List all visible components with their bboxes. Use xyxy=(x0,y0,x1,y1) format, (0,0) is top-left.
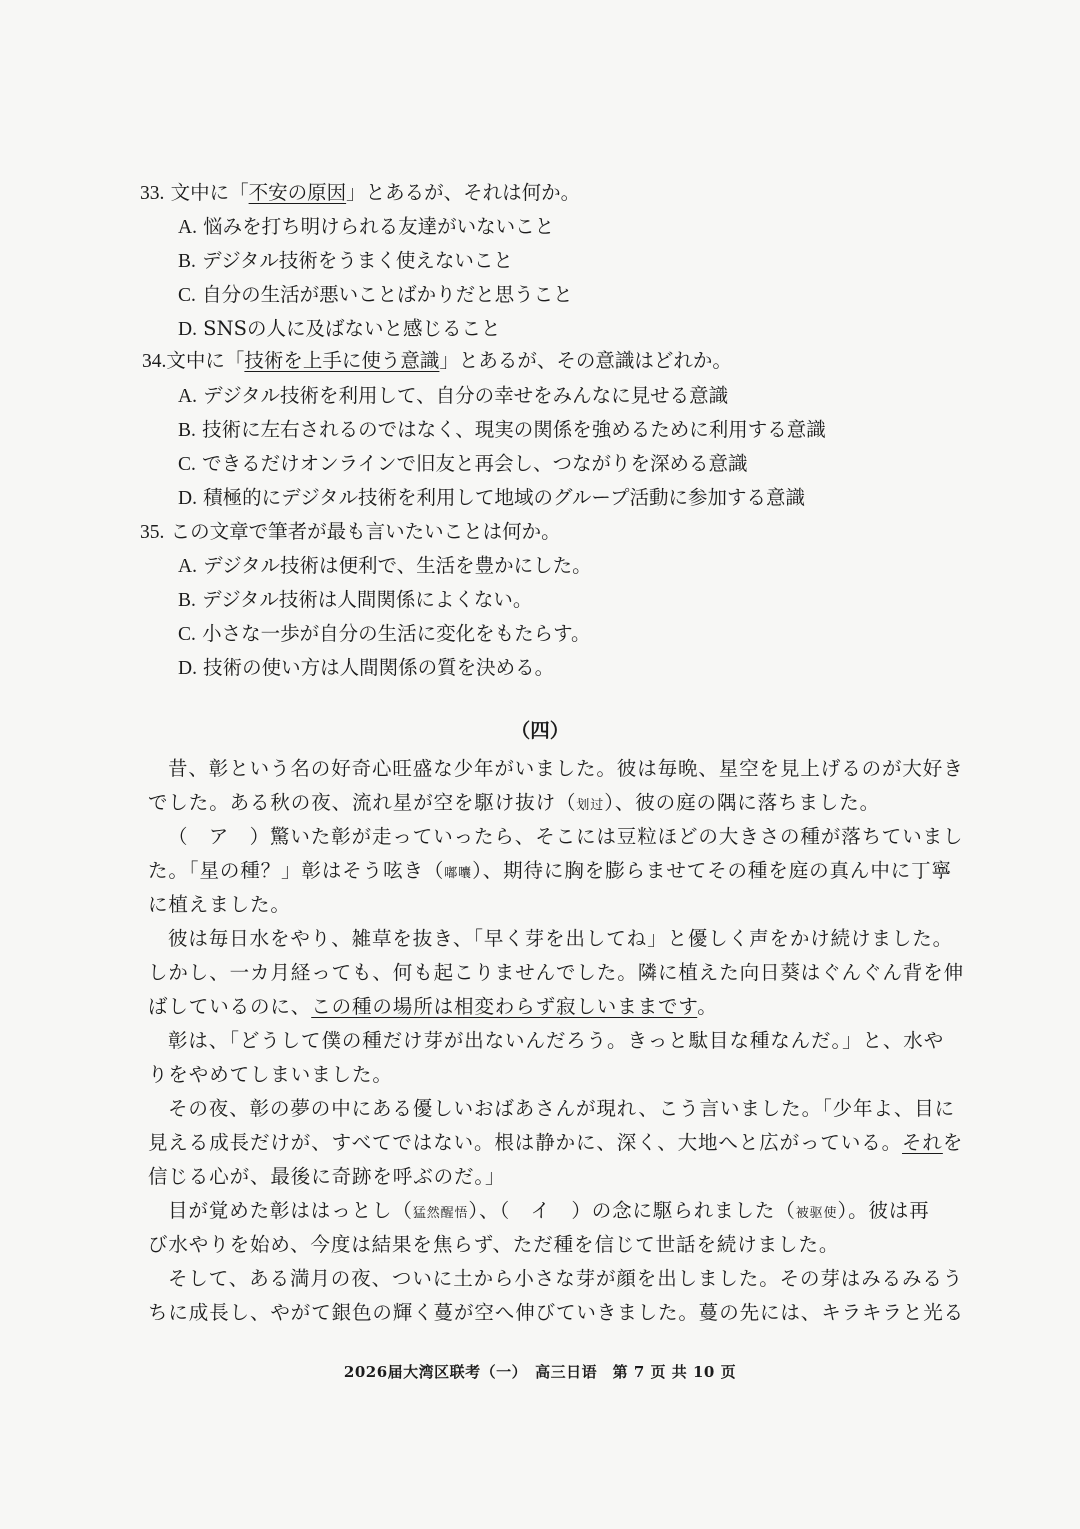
passage-line: 目が覚めた彰ははっとし（猛然醒悟）、（ イ ）の念に駆られました（被驱使）。彼は再 xyxy=(168,1199,930,1222)
passage-line: に植えました。 xyxy=(148,893,291,916)
underlined-phrase: この種の場所は相変わらず寂しいままです xyxy=(311,995,698,1018)
option-35-c: C. 小さな一歩が自分の生活に変化をもたらす。 xyxy=(178,622,591,645)
question-35-stem: 35. この文章で筆者が最も言いたいことは何か。 xyxy=(140,520,561,543)
passage-line: 昔、彰という名の好奇心旺盛な少年がいました。彼は毎晩、星空を見上げるのが大好き xyxy=(168,757,964,780)
passage-line: 彼は毎日水をやり、雑草を抜き、「早く芽を出してね」と優しく声をかけ続けました。 xyxy=(168,927,954,950)
option-33-c: C. 自分の生活が悪いことばかりだと思うこと xyxy=(178,283,573,306)
option-33-b: B. デジタル技術をうまく使えないこと xyxy=(178,249,513,272)
option-34-d: D. 積極的にデジタル技術を利用して地域のグループ活動に参加する意識 xyxy=(178,486,805,509)
question-33-stem: 33. 文中に「不安の原因」とあるが、それは何か。 xyxy=(140,181,581,204)
option-35-d: D. 技術の使い方は人間関係の質を決める。 xyxy=(178,656,555,679)
underlined-phrase: それ xyxy=(902,1131,943,1154)
passage-line: た。「星の種？」彰はそう呟き（嘟囔）、期待に胸を膨らませてその種を庭の真ん中に丁寧 xyxy=(148,859,952,882)
chinese-gloss: 被驱使 xyxy=(795,1206,838,1221)
passage-line: 信じる心が、最後に奇跡を呼ぶのだ。」 xyxy=(148,1165,506,1188)
option-34-c: C. できるだけオンラインで旧友と再会し、つながりを深める意識 xyxy=(178,452,748,475)
passage-line: ちに成長し、やがて銀色の輝く蔓が空へ伸びていきました。蔓の先には、キラキラと光る xyxy=(148,1301,965,1324)
chinese-gloss: 划过 xyxy=(576,798,605,813)
question-34-stem: 34.文中に「技術を上手に使う意識」とあるが、その意識はどれか。 xyxy=(142,349,732,372)
passage-line: りをやめてしまいました。 xyxy=(148,1063,393,1086)
option-35-a: A. デジタル技術は便利で、生活を豊かにした。 xyxy=(178,554,592,577)
chinese-gloss: 猛然醒悟 xyxy=(412,1206,469,1221)
underlined-phrase: 不安の原因 xyxy=(248,181,347,204)
option-33-a: A. 悩みを打ち明けられる友達がいないこと xyxy=(178,215,555,238)
passage-line: 見える成長だけが、すべてではない。根は静かに、深く、大地へと広がっている。それを xyxy=(148,1131,964,1154)
page-footer: 2026届大湾区联考（一） 高三日语 第 7 页 共 10 页 xyxy=(343,1363,737,1381)
option-33-d: D. SNSの人に及ばないと感じること xyxy=(178,317,501,340)
option-34-b: B. 技術に左右されるのではなく、現実の関係を強めるために利用する意識 xyxy=(178,418,826,441)
option-34-a: A. デジタル技術を利用して、自分の幸せをみんなに見せる意識 xyxy=(178,384,729,407)
option-35-b: B. デジタル技術は人間関係によくない。 xyxy=(178,588,533,611)
passage-line: しかし、一カ月経っても、何も起こりませんでした。隣に植えた向日葵はぐんぐん背を伸 xyxy=(148,961,965,984)
passage-line: ばしているのに、この種の場所は相変わらず寂しいままです。 xyxy=(148,995,718,1018)
passage-line: その夜、彰の夢の中にある優しいおばあさんが現れ、こう言いました。「少年よ、目に xyxy=(168,1097,956,1120)
passage-line: でした。ある秋の夜、流れ星が空を駆け抜け（划过）、彼の庭の隅に落ちました。 xyxy=(148,791,881,814)
section-title: （四） xyxy=(510,719,570,742)
passage-line: 彰は、「どうして僕の種だけ芽が出ないんだろう。きっと駄目な種なんだ。」と、水や xyxy=(168,1029,945,1052)
underlined-phrase: 技術を上手に使う意識 xyxy=(244,349,440,372)
passage-line: び水やりを始め、今度は結果を焦らず、ただ種を信じて世話を続けました。 xyxy=(148,1233,840,1256)
chinese-gloss: 嘟囔 xyxy=(444,866,473,881)
passage-line: （ ア ）驚いた彰が走っていったら、そこには豆粒ほどの大きさの種が落ちていまし xyxy=(168,825,964,848)
passage-line: そして、ある満月の夜、ついに土から小さな芽が顔を出しました。その芽はみるみるう xyxy=(168,1267,964,1290)
